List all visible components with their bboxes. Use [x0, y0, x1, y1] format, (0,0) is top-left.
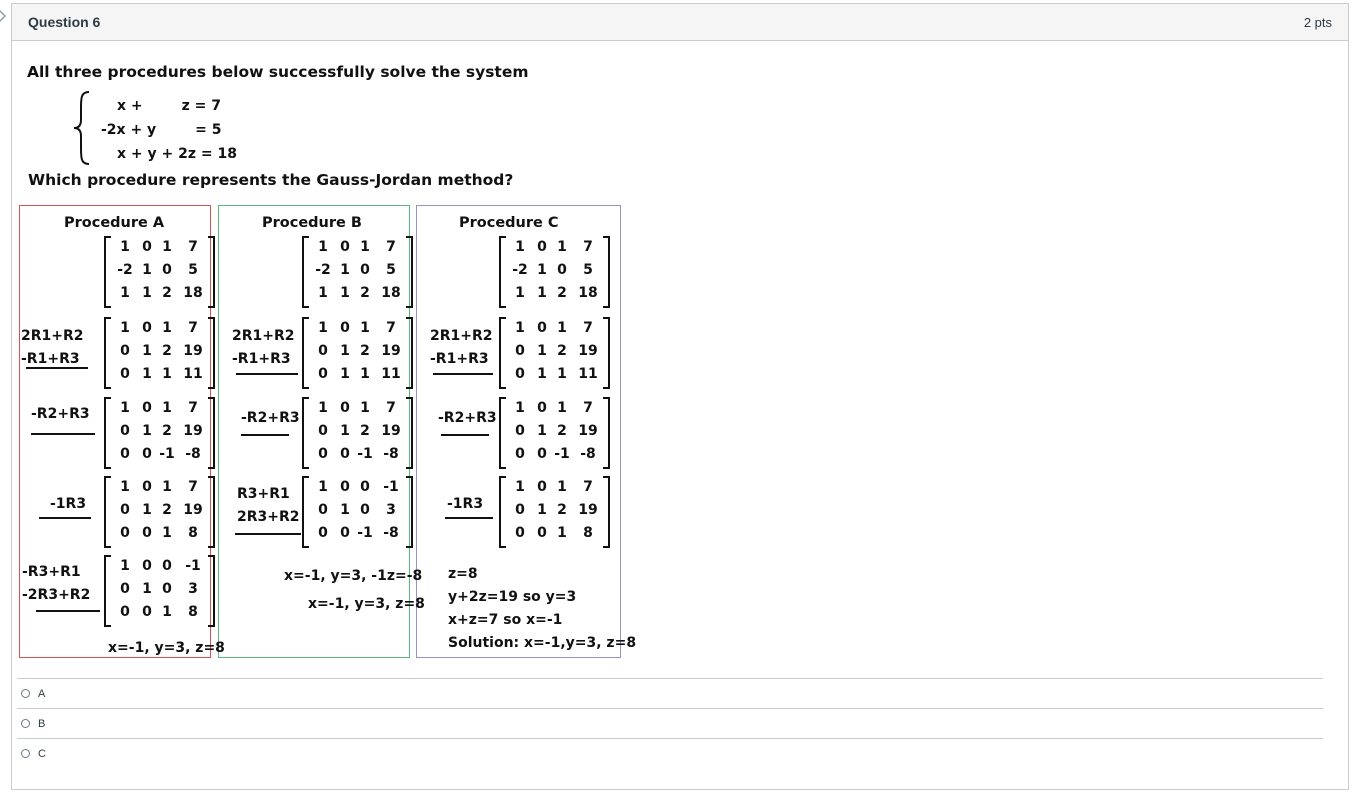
matrix-cell: 0: [162, 558, 172, 574]
matrix-cell: 7: [188, 239, 198, 255]
matrix-cell: 7: [188, 320, 198, 336]
matrix-cell: -1: [357, 525, 373, 541]
intro-text: All three procedures below successfully solve the system: [27, 63, 529, 81]
matrix-row: [508, 285, 604, 307]
matrix-cell: 7: [583, 479, 593, 495]
procedure-c-matrix-2: [498, 317, 611, 389]
matrix-cell: 1: [162, 479, 172, 495]
row-op-underline: [445, 517, 493, 519]
procedure-a-matrix-1: [103, 236, 216, 308]
matrix-cell: 0: [142, 446, 152, 462]
matrix-cell: -2: [117, 262, 133, 278]
row-op-underline: [39, 517, 91, 519]
procedure-c-matrix-3: [498, 397, 611, 469]
answer-option-c[interactable]: [17, 738, 1323, 768]
row-op-underline: [36, 610, 100, 612]
matrix-cell: 1: [557, 525, 567, 541]
matrix-row: [113, 400, 209, 422]
matrix-row: [508, 479, 604, 501]
matrix-cell: 0: [537, 479, 547, 495]
matrix-row: [311, 400, 407, 422]
matrix-cell: 7: [583, 400, 593, 416]
answer-list: [17, 678, 1323, 768]
matrix-cell: 0: [515, 525, 525, 541]
matrix-cell: 2: [162, 502, 172, 518]
row-op-underline: [26, 367, 88, 369]
matrix-cell: 0: [318, 366, 328, 382]
matrix-cell: 11: [183, 366, 203, 382]
matrix-row: [113, 446, 209, 468]
question-title: Question 6: [28, 14, 101, 30]
matrix-cell: 0: [340, 400, 350, 416]
matrix-cell: 19: [183, 343, 203, 359]
matrix-cell: 1: [557, 479, 567, 495]
matrix-cell: 7: [386, 239, 396, 255]
matrix-cell: 0: [318, 423, 328, 439]
question-points: 2 pts: [1303, 14, 1332, 30]
matrix-cell: 1: [537, 343, 547, 359]
procedure-b-note: x=-1, y=3, z=8: [308, 596, 425, 612]
answer-label-c: C: [38, 747, 46, 760]
procedure-b-row-op: R3+R1: [237, 486, 290, 502]
answer-label-a: A: [38, 687, 46, 700]
matrix-cell: 0: [142, 320, 152, 336]
matrix-cell: 1: [162, 525, 172, 541]
procedure-a-title: Procedure A: [64, 215, 165, 231]
matrix-cell: 0: [142, 479, 152, 495]
matrix-cell: 1: [557, 239, 567, 255]
matrix-cell: 1: [120, 479, 130, 495]
procedure-c-row-op: 2R1+R2: [430, 328, 493, 344]
matrix-row: [311, 320, 407, 342]
matrix-cell: 0: [142, 558, 152, 574]
matrix-cell: 0: [537, 446, 547, 462]
matrix-row: [508, 366, 604, 388]
matrix-cell: 1: [162, 320, 172, 336]
matrix-cell: 0: [340, 479, 350, 495]
matrix-cell: 0: [537, 320, 547, 336]
system-equation-3: x + y + 2z = 18: [117, 146, 237, 162]
matrix-cell: 8: [583, 525, 593, 541]
procedure-a-row-op: -R1+R3: [21, 351, 80, 367]
matrix-cell: 1: [162, 239, 172, 255]
matrix-cell: 1: [537, 423, 547, 439]
matrix-cell: 7: [188, 479, 198, 495]
matrix-row: [508, 320, 604, 342]
question-header: [12, 4, 1348, 41]
matrix-cell: 1: [318, 479, 328, 495]
procedure-a-row-op: -2R3+R2: [22, 587, 91, 603]
matrix-cell: 5: [583, 262, 593, 278]
procedure-c-note: x+z=7 so x=-1: [448, 612, 563, 628]
matrix-cell: 2: [162, 343, 172, 359]
matrix-cell: -1: [554, 446, 570, 462]
matrix-cell: 1: [360, 239, 370, 255]
matrix-cell: 1: [142, 285, 152, 301]
matrix-row: [113, 423, 209, 445]
answer-label-b: B: [38, 717, 46, 730]
procedure-b-note: x=-1, y=3, -1z=-8: [284, 568, 423, 584]
matrix-cell: 0: [318, 446, 328, 462]
matrix-cell: 7: [583, 320, 593, 336]
matrix-cell: 1: [142, 366, 152, 382]
question-image: [17, 58, 667, 668]
matrix-cell: 1: [142, 581, 152, 597]
matrix-cell: 19: [578, 423, 598, 439]
matrix-cell: 0: [142, 604, 152, 620]
procedure-c-matrix-4: [498, 476, 611, 548]
matrix-cell: 5: [188, 262, 198, 278]
matrix-cell: 2: [557, 423, 567, 439]
matrix-row: [113, 320, 209, 342]
procedure-a-matrix-5: [103, 555, 216, 627]
matrix-cell: 0: [318, 502, 328, 518]
matrix-cell: 1: [515, 285, 525, 301]
matrix-cell: 1: [120, 285, 130, 301]
matrix-cell: 3: [386, 502, 396, 518]
matrix-cell: 1: [537, 262, 547, 278]
matrix-cell: 18: [578, 285, 598, 301]
row-op-underline: [441, 434, 489, 436]
matrix-cell: 1: [340, 502, 350, 518]
matrix-cell: 1: [142, 423, 152, 439]
matrix-cell: 18: [381, 285, 401, 301]
matrix-cell: 2: [360, 285, 370, 301]
matrix-cell: 0: [515, 343, 525, 359]
matrix-row: [113, 558, 209, 580]
matrix-row: [508, 423, 604, 445]
matrix-row: [113, 581, 209, 603]
radio-c[interactable]: [21, 749, 30, 758]
matrix-cell: 2: [557, 343, 567, 359]
matrix-cell: 1: [162, 400, 172, 416]
procedure-a-row-op: -R3+R1: [22, 564, 81, 580]
procedure-a-row-op: 2R1+R2: [21, 328, 84, 344]
matrix-cell: 19: [183, 423, 203, 439]
matrix-cell: 1: [557, 320, 567, 336]
matrix-cell: 1: [515, 239, 525, 255]
matrix-cell: 0: [120, 423, 130, 439]
matrix-cell: 2: [557, 285, 567, 301]
matrix-cell: 1: [142, 343, 152, 359]
matrix-cell: 1: [340, 285, 350, 301]
matrix-cell: 0: [515, 446, 525, 462]
matrix-cell: 7: [188, 400, 198, 416]
matrix-row: [508, 262, 604, 284]
matrix-cell: 0: [318, 525, 328, 541]
row-op-underline: [235, 533, 301, 535]
matrix-cell: 11: [578, 366, 598, 382]
matrix-cell: 0: [120, 446, 130, 462]
matrix-cell: 1: [340, 366, 350, 382]
matrix-cell: 0: [360, 502, 370, 518]
answer-option-a[interactable]: [17, 678, 1323, 708]
procedure-a-note: x=-1, y=3, z=8: [108, 640, 225, 656]
matrix-cell: -8: [580, 446, 596, 462]
matrix-cell: 0: [120, 581, 130, 597]
matrix-cell: -8: [383, 525, 399, 541]
row-op-underline: [433, 373, 493, 375]
matrix-cell: 1: [142, 502, 152, 518]
matrix-cell: -1: [357, 446, 373, 462]
procedure-c-note: Solution: x=-1,y=3, z=8: [448, 635, 637, 651]
matrix-cell: 3: [188, 581, 198, 597]
matrix-cell: 0: [537, 239, 547, 255]
row-op-underline: [31, 433, 95, 435]
procedure-b-row-op: 2R3+R2: [237, 509, 300, 525]
matrix-cell: 0: [120, 343, 130, 359]
matrix-cell: 0: [142, 525, 152, 541]
matrix-cell: 7: [386, 400, 396, 416]
row-op-underline: [241, 434, 289, 436]
procedure-b-row-op: 2R1+R2: [232, 328, 295, 344]
procedure-a-matrix-2: [103, 317, 216, 389]
procedure-a-row-op: -R2+R3: [31, 406, 90, 422]
matrix-row: [113, 525, 209, 547]
matrix-row: [311, 262, 407, 284]
matrix-row: [311, 423, 407, 445]
matrix-cell: 1: [340, 343, 350, 359]
matrix-cell: -1: [185, 558, 201, 574]
matrix-row: [508, 400, 604, 422]
matrix-row: [311, 479, 407, 501]
matrix-cell: -2: [512, 262, 528, 278]
matrix-cell: 1: [515, 479, 525, 495]
procedure-c-note: z=8: [448, 566, 478, 582]
matrix-cell: 0: [120, 604, 130, 620]
matrix-cell: 8: [188, 525, 198, 541]
matrix-row: [508, 502, 604, 524]
matrix-cell: 2: [162, 423, 172, 439]
matrix-cell: 0: [120, 525, 130, 541]
matrix-cell: 1: [360, 320, 370, 336]
procedure-c-matrix-1: [498, 236, 611, 308]
matrix-row: [311, 502, 407, 524]
matrix-cell: 0: [360, 479, 370, 495]
matrix-cell: 1: [120, 400, 130, 416]
matrix-row: [113, 604, 209, 626]
matrix-row: [508, 525, 604, 547]
matrix-cell: 0: [162, 262, 172, 278]
matrix-cell: 1: [120, 320, 130, 336]
matrix-cell: 1: [162, 604, 172, 620]
matrix-cell: 1: [515, 400, 525, 416]
matrix-cell: 1: [537, 285, 547, 301]
matrix-cell: 19: [578, 502, 598, 518]
matrix-cell: 1: [162, 366, 172, 382]
matrix-row: [113, 366, 209, 388]
procedure-b-row-op: -R2+R3: [241, 410, 300, 426]
procedure-a-row-op: -1R3: [50, 496, 87, 512]
matrix-row: [113, 262, 209, 284]
matrix-row: [113, 285, 209, 307]
matrix-cell: 0: [515, 502, 525, 518]
procedure-b-matrix-1: [301, 236, 414, 308]
procedure-c-row-op: -R1+R3: [430, 351, 489, 367]
matrix-cell: 1: [318, 320, 328, 336]
procedure-a-matrix-4: [103, 476, 216, 548]
matrix-row: [113, 239, 209, 261]
matrix-cell: 19: [381, 343, 401, 359]
matrix-cell: -1: [159, 446, 175, 462]
matrix-cell: 1: [142, 262, 152, 278]
matrix-cell: 0: [142, 239, 152, 255]
matrix-cell: 0: [557, 262, 567, 278]
matrix-cell: 0: [340, 446, 350, 462]
matrix-cell: 19: [183, 502, 203, 518]
matrix-cell: 1: [537, 366, 547, 382]
matrix-cell: 0: [162, 581, 172, 597]
radio-a[interactable]: [21, 689, 30, 698]
matrix-cell: 0: [120, 502, 130, 518]
answer-option-b[interactable]: [17, 708, 1323, 738]
matrix-row: [508, 239, 604, 261]
matrix-cell: 1: [515, 320, 525, 336]
matrix-row: [311, 285, 407, 307]
procedure-c-row-op: -R2+R3: [438, 410, 497, 426]
procedure-b-row-op: -R1+R3: [232, 351, 291, 367]
procedure-b-matrix-3: [301, 397, 414, 469]
matrix-cell: -8: [185, 446, 201, 462]
procedure-c-title: Procedure C: [459, 215, 559, 231]
matrix-cell: 1: [537, 502, 547, 518]
matrix-cell: 0: [318, 343, 328, 359]
matrix-cell: 19: [578, 343, 598, 359]
matrix-cell: 7: [386, 320, 396, 336]
matrix-cell: 0: [340, 320, 350, 336]
system-equation-2: -2x + y = 5: [101, 122, 222, 138]
matrix-cell: 1: [120, 558, 130, 574]
matrix-cell: 1: [120, 239, 130, 255]
matrix-cell: 18: [183, 285, 203, 301]
system-brace: [72, 90, 92, 166]
matrix-cell: 1: [340, 423, 350, 439]
matrix-cell: -1: [383, 479, 399, 495]
matrix-cell: 0: [340, 525, 350, 541]
matrix-cell: 2: [162, 285, 172, 301]
procedure-b-matrix-2: [301, 317, 414, 389]
procedure-c-row-op: -1R3: [447, 496, 484, 512]
matrix-cell: 11: [381, 366, 401, 382]
procedure-b-matrix-4: [301, 476, 414, 548]
matrix-cell: 1: [360, 366, 370, 382]
question-text: Which procedure represents the Gauss-Jordan method?: [28, 171, 514, 189]
matrix-cell: 0: [515, 423, 525, 439]
procedure-c-note: y+2z=19 so y=3: [448, 589, 577, 605]
matrix-cell: 1: [318, 285, 328, 301]
matrix-cell: 0: [142, 400, 152, 416]
matrix-cell: 1: [318, 400, 328, 416]
matrix-row: [113, 502, 209, 524]
matrix-cell: 2: [360, 343, 370, 359]
matrix-cell: -2: [315, 262, 331, 278]
matrix-row: [311, 525, 407, 547]
matrix-cell: 8: [188, 604, 198, 620]
matrix-cell: -8: [383, 446, 399, 462]
matrix-row: [311, 239, 407, 261]
procedure-a-matrix-3: [103, 397, 216, 469]
matrix-cell: 0: [515, 366, 525, 382]
matrix-cell: 0: [360, 262, 370, 278]
matrix-row: [311, 343, 407, 365]
matrix-cell: 2: [360, 423, 370, 439]
matrix-cell: 0: [120, 366, 130, 382]
matrix-row: [113, 343, 209, 365]
matrix-cell: 0: [340, 239, 350, 255]
procedure-b-title: Procedure B: [262, 215, 362, 231]
matrix-cell: 1: [318, 239, 328, 255]
matrix-cell: 7: [583, 239, 593, 255]
matrix-cell: 19: [381, 423, 401, 439]
matrix-cell: 1: [340, 262, 350, 278]
matrix-cell: 1: [557, 366, 567, 382]
matrix-row: [508, 446, 604, 468]
matrix-cell: 0: [537, 525, 547, 541]
row-op-underline: [236, 373, 298, 375]
matrix-row: [311, 446, 407, 468]
matrix-row: [311, 366, 407, 388]
matrix-cell: 1: [360, 400, 370, 416]
matrix-row: [508, 343, 604, 365]
matrix-cell: 2: [557, 502, 567, 518]
matrix-cell: 0: [537, 400, 547, 416]
matrix-cell: 1: [557, 400, 567, 416]
matrix-cell: 5: [386, 262, 396, 278]
system-equation-1: x + z = 7: [117, 98, 221, 114]
radio-b[interactable]: [21, 719, 30, 728]
matrix-row: [113, 479, 209, 501]
chevron-right-icon[interactable]: [0, 8, 8, 24]
